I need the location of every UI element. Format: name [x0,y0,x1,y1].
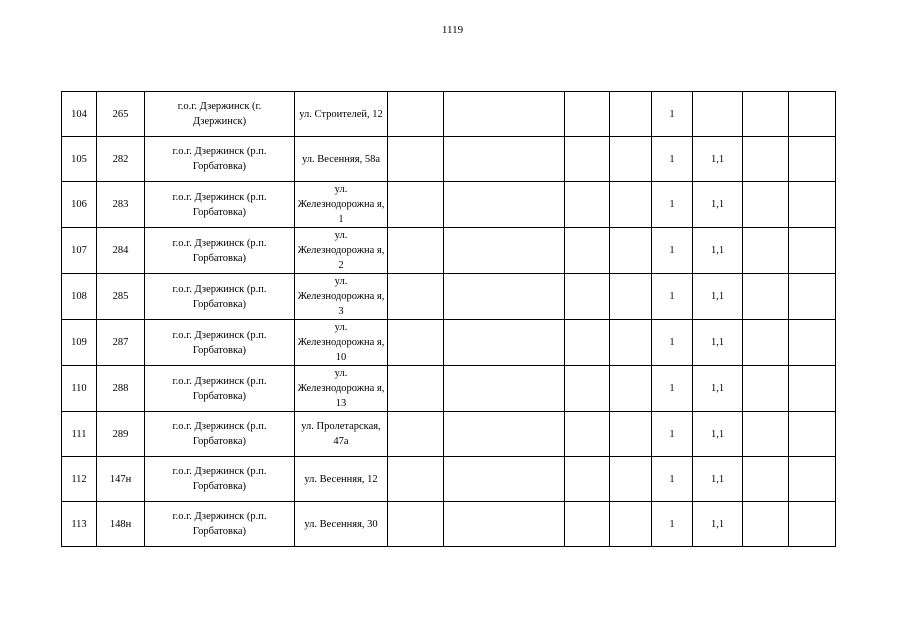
cell-street-address: ул. Строителей, 12 [295,92,388,137]
cell-coefficient: 1,1 [693,274,743,320]
cell-empty [444,137,565,182]
cell-count: 1 [652,412,693,457]
cell-empty [789,228,836,274]
cell-empty [789,502,836,547]
cell-coefficient: 1,1 [693,228,743,274]
cell-empty [388,182,444,228]
cell-empty [610,412,652,457]
cell-coefficient: 1,1 [693,457,743,502]
cell-empty [388,92,444,137]
cell-empty [565,92,610,137]
cell-empty [388,228,444,274]
cell-count: 1 [652,366,693,412]
cell-count: 1 [652,457,693,502]
cell-empty [610,366,652,412]
cell-object-code: 284 [97,228,145,274]
cell-empty [789,366,836,412]
cell-empty [743,274,789,320]
cell-row-number: 112 [62,457,97,502]
cell-object-code: 285 [97,274,145,320]
cell-coefficient: 1,1 [693,366,743,412]
cell-count: 1 [652,502,693,547]
table-row [62,137,836,182]
cell-empty [610,274,652,320]
table-row [62,320,836,366]
cell-empty [444,92,565,137]
cell-municipality: г.о.г. Дзержинск (г. Дзержинск) [145,92,295,137]
cell-empty [789,92,836,137]
cell-empty [388,366,444,412]
cell-street-address: ул. Железнодорожна я, 13 [295,366,388,412]
cell-count: 1 [652,92,693,137]
cell-empty [565,457,610,502]
cell-municipality: г.о.г. Дзержинск (р.п. Горбатовка) [145,366,295,412]
cell-empty [565,320,610,366]
cell-street-address: ул. Железнодорожна я, 2 [295,228,388,274]
cell-row-number: 109 [62,320,97,366]
cell-street-address: ул. Весенняя, 58а [295,137,388,182]
cell-row-number: 111 [62,412,97,457]
cell-municipality: г.о.г. Дзержинск (р.п. Горбатовка) [145,457,295,502]
cell-object-code: 289 [97,412,145,457]
cell-municipality: г.о.г. Дзержинск (р.п. Горбатовка) [145,320,295,366]
cell-row-number: 104 [62,92,97,137]
cell-municipality: г.о.г. Дзержинск (р.п. Горбатовка) [145,137,295,182]
cell-object-code: 147н [97,457,145,502]
cell-municipality: г.о.г. Дзержинск (р.п. Горбатовка) [145,182,295,228]
cell-empty [610,137,652,182]
cell-empty [444,228,565,274]
cell-empty [743,502,789,547]
cell-coefficient [693,92,743,137]
cell-empty [444,274,565,320]
cell-empty [743,182,789,228]
cell-empty [388,502,444,547]
cell-object-code: 283 [97,182,145,228]
cell-empty [565,182,610,228]
cell-empty [789,274,836,320]
cell-object-code: 282 [97,137,145,182]
cell-coefficient: 1,1 [693,182,743,228]
table-row [62,502,836,547]
table-row [62,182,836,228]
cell-municipality: г.о.г. Дзержинск (р.п. Горбатовка) [145,274,295,320]
cell-coefficient: 1,1 [693,502,743,547]
cell-row-number: 113 [62,502,97,547]
table-row [62,366,836,412]
cell-empty [388,412,444,457]
cell-object-code: 148н [97,502,145,547]
cell-object-code: 287 [97,320,145,366]
cell-empty [789,320,836,366]
cell-empty [444,182,565,228]
table-row [62,92,836,137]
cell-empty [743,412,789,457]
cell-coefficient: 1,1 [693,412,743,457]
cell-row-number: 107 [62,228,97,274]
cell-empty [565,502,610,547]
cell-street-address: ул. Железнодорожна я, 3 [295,274,388,320]
cell-row-number: 105 [62,137,97,182]
table-row [62,228,836,274]
cell-empty [789,457,836,502]
table-row [62,412,836,457]
cell-empty [743,92,789,137]
cell-street-address: ул. Пролетарская, 47а [295,412,388,457]
table-row [62,457,836,502]
cell-empty [743,457,789,502]
cell-street-address: ул. Железнодорожна я, 10 [295,320,388,366]
cell-empty [565,228,610,274]
register-table-body [62,92,836,547]
cell-empty [444,366,565,412]
register-table [61,91,836,547]
cell-empty [789,137,836,182]
cell-count: 1 [652,182,693,228]
cell-empty [388,457,444,502]
cell-empty [610,92,652,137]
cell-municipality: г.о.г. Дзержинск (р.п. Горбатовка) [145,412,295,457]
cell-empty [444,502,565,547]
cell-street-address: ул. Железнодорожна я, 1 [295,182,388,228]
cell-empty [610,228,652,274]
cell-row-number: 110 [62,366,97,412]
cell-empty [388,320,444,366]
cell-empty [565,274,610,320]
cell-coefficient: 1,1 [693,320,743,366]
cell-empty [743,228,789,274]
cell-empty [743,366,789,412]
cell-object-code: 288 [97,366,145,412]
cell-empty [789,412,836,457]
cell-empty [444,320,565,366]
cell-empty [565,137,610,182]
cell-empty [388,137,444,182]
cell-empty [610,502,652,547]
cell-empty [610,457,652,502]
cell-empty [610,320,652,366]
cell-street-address: ул. Весенняя, 12 [295,457,388,502]
cell-empty [444,412,565,457]
cell-empty [388,274,444,320]
cell-empty [565,412,610,457]
cell-street-address: ул. Весенняя, 30 [295,502,388,547]
cell-municipality: г.о.г. Дзержинск (р.п. Горбатовка) [145,502,295,547]
cell-count: 1 [652,137,693,182]
cell-row-number: 106 [62,182,97,228]
cell-count: 1 [652,320,693,366]
cell-empty [444,457,565,502]
cell-empty [610,182,652,228]
cell-row-number: 108 [62,274,97,320]
cell-empty [789,182,836,228]
cell-object-code: 265 [97,92,145,137]
cell-municipality: г.о.г. Дзержинск (р.п. Горбатовка) [145,228,295,274]
cell-empty [565,366,610,412]
cell-empty [743,137,789,182]
cell-count: 1 [652,274,693,320]
page-number: 1119 [441,24,464,36]
cell-coefficient: 1,1 [693,137,743,182]
table-row [62,274,836,320]
cell-count: 1 [652,228,693,274]
cell-empty [743,320,789,366]
